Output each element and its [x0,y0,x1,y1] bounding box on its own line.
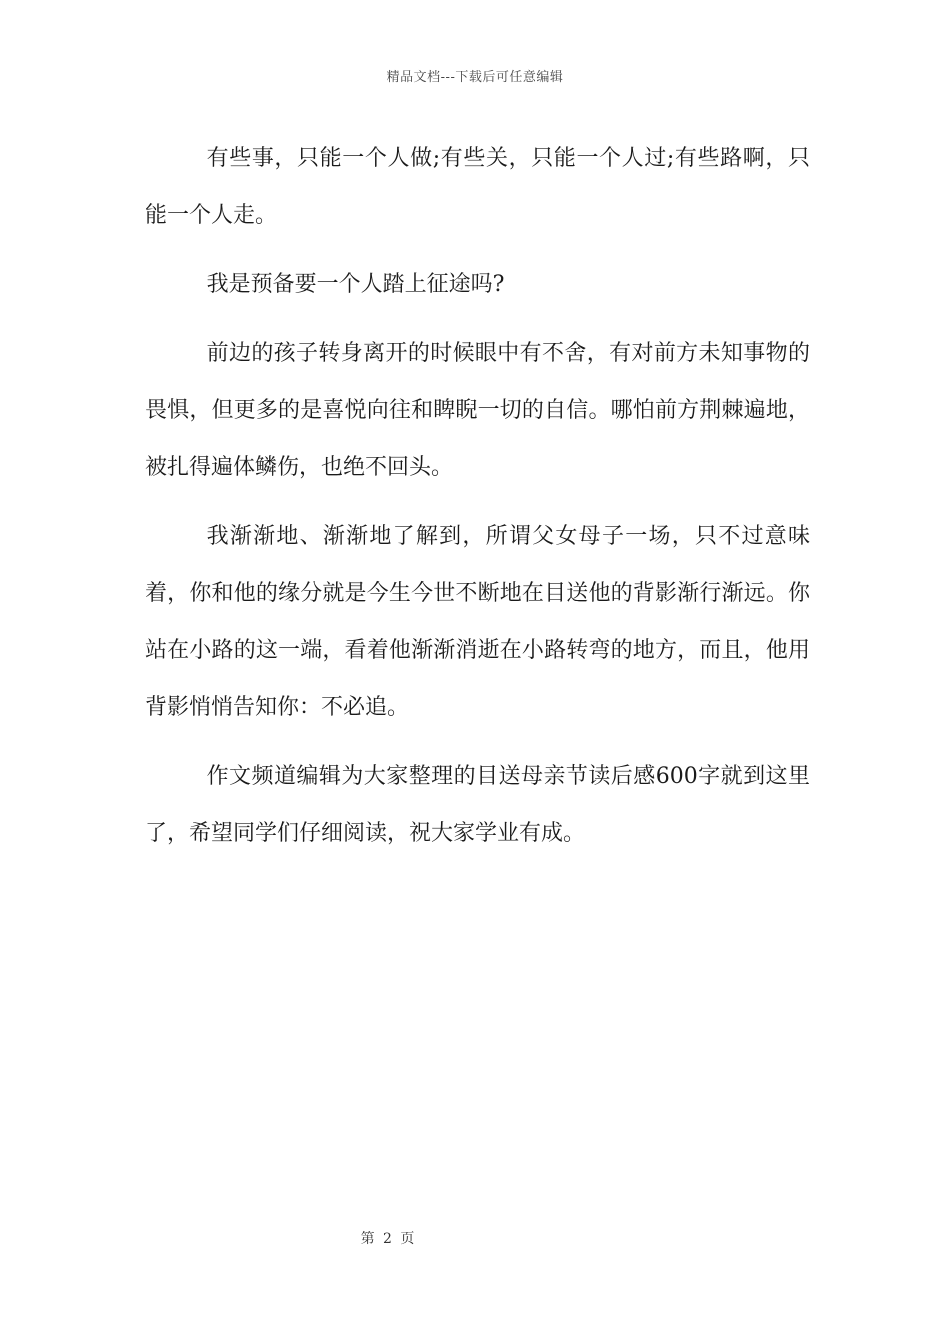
page-number: 第 2 页 [360,1231,415,1247]
paragraph-2: 我是预备要一个人踏上征途吗? [206,272,505,297]
body-text [145,130,810,874]
paragraph-1: 有些事，只能一个人做;有些关，只能一个人过;有些路啊，只能一个人走。 [145,146,810,228]
paragraph-3: 前边的孩子转身离开的时候眼中有不舍，有对前方未知事物的畏惧，但更多的是喜悦向往和睥睨一切的自信。哪怕前方荆棘遍地，被扎得遍体鳞伤，也绝不回头。 [145,341,810,480]
paragraph-5: 作文频道编辑为大家整理的目送母亲节读后感600字就到这里了，希望同学们仔细阅读，祝大家学业有成。 [145,764,810,846]
paragraph-4: 我渐渐地、渐渐地了解到，所谓父女母子一场，只不过意味着，你和他的缘分就是今生今世不断地在目送他的背影渐行渐远。你站在小路的这一端，看着他渐渐消逝在小路转弯的地方，而且，他用背影悄悄告知你：不必追。 [145,524,810,720]
page-header: 精品文档---下载后可任意编辑 [386,70,564,85]
